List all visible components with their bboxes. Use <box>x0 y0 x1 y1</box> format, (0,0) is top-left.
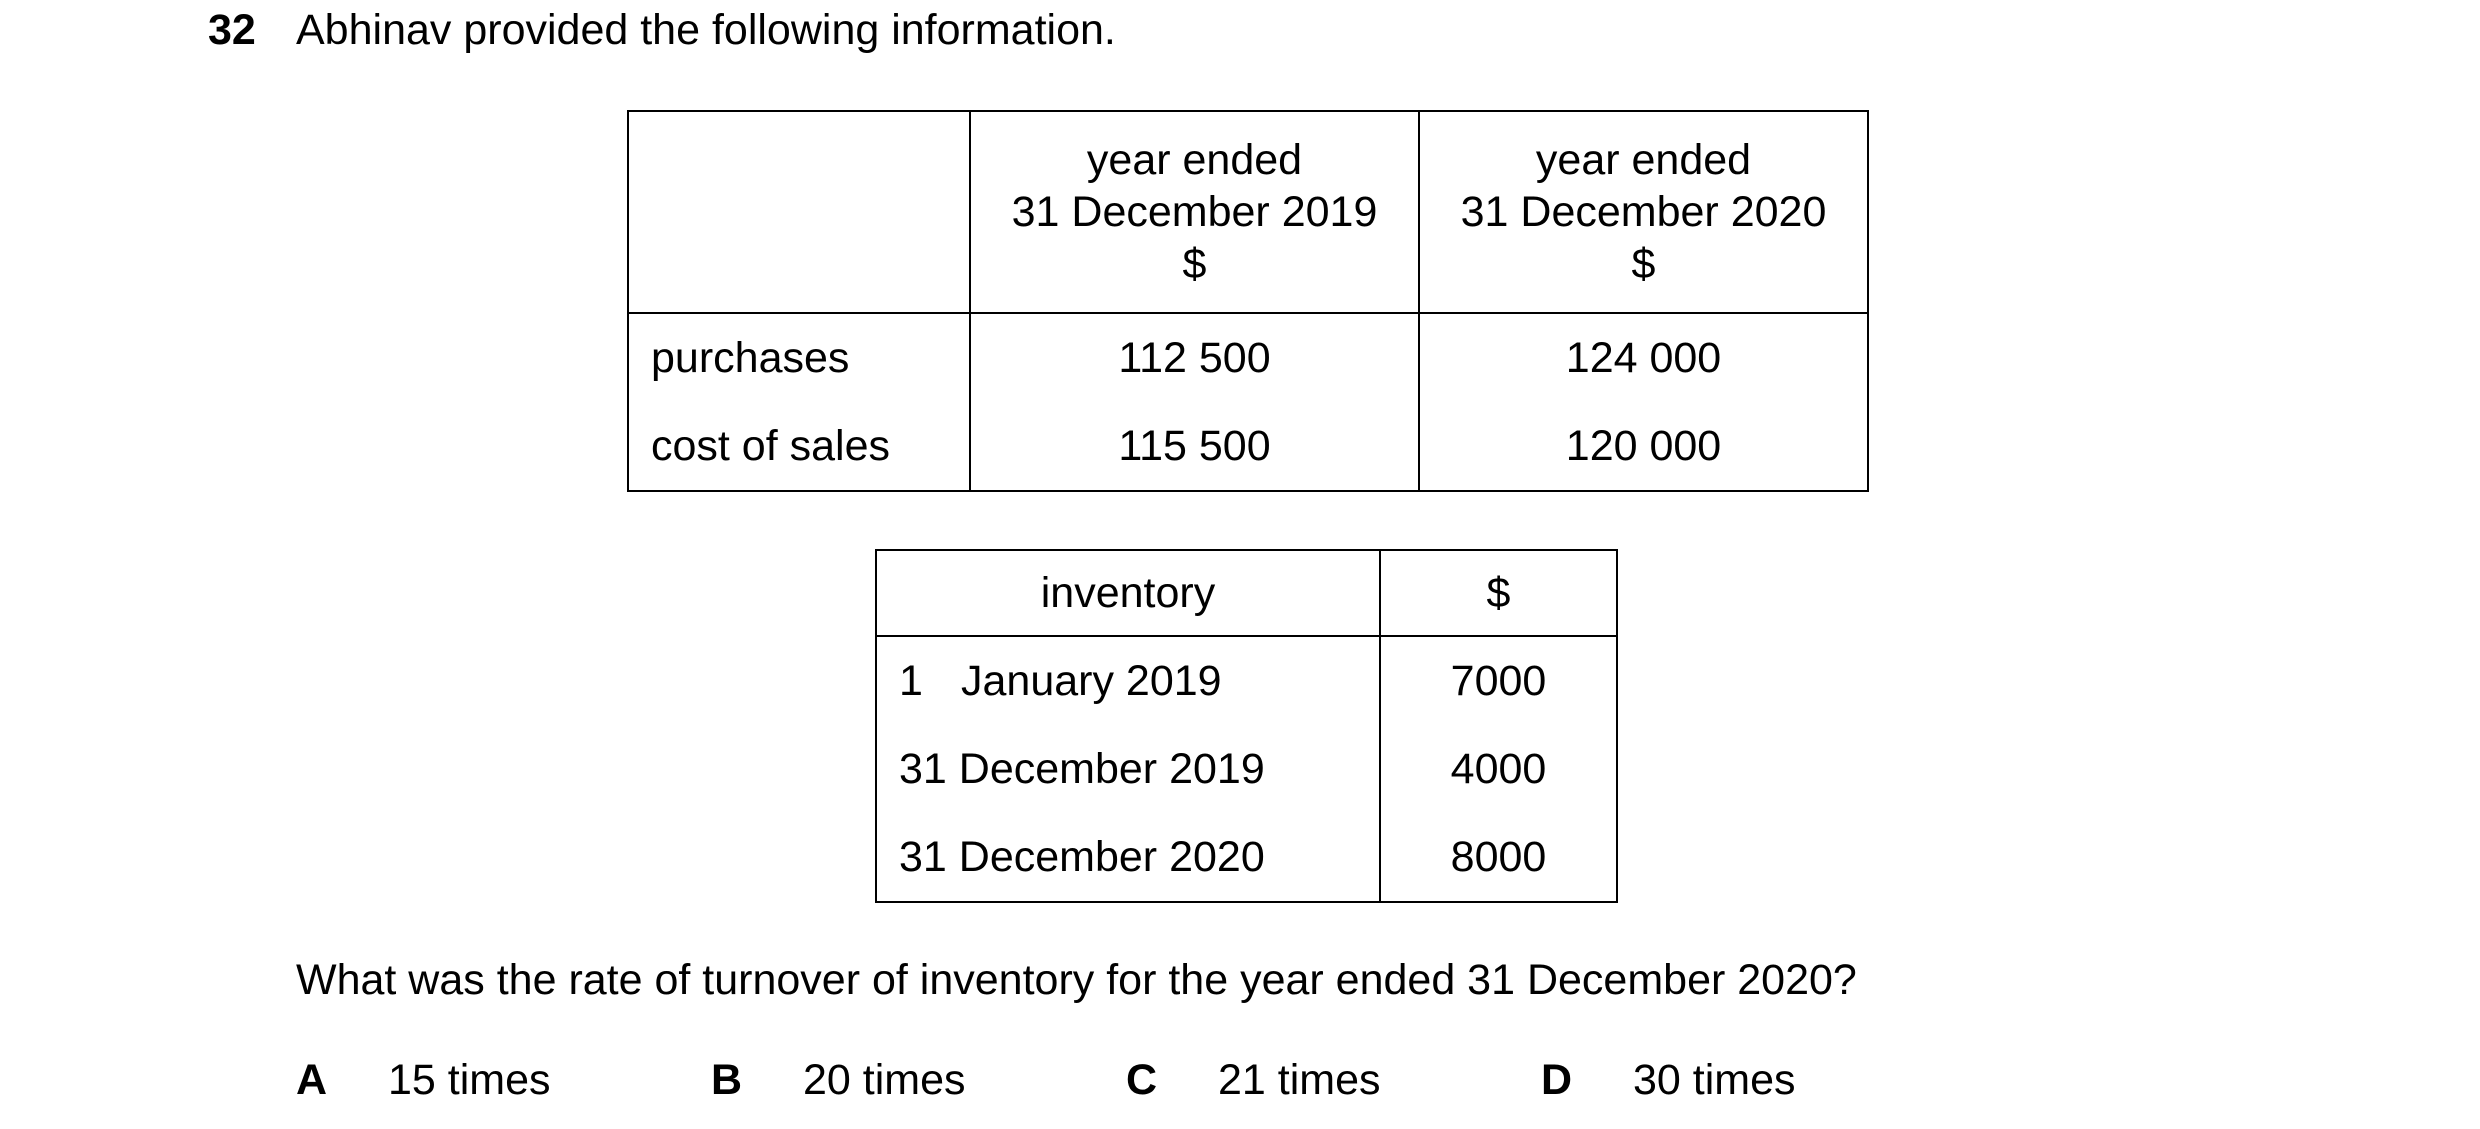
inventory-day-1: 1 <box>899 657 923 705</box>
inventory-value-3: 8000 <box>1380 813 1617 902</box>
header-2019-line3: $ <box>1182 240 1207 288</box>
option-d[interactable] <box>1541 1050 1796 1110</box>
purchases-cost-of-sales-table <box>627 110 1869 492</box>
question-intro: Abhinav provided the following information. <box>296 6 1116 54</box>
question-prompt: What was the rate of turnover of inventory for the year ended 31 December 2020? <box>296 956 1857 1004</box>
cost-of-sales-2020-value: 120 000 <box>1419 402 1868 491</box>
table-row <box>876 636 1617 725</box>
table1-header-2020 <box>1419 111 1868 313</box>
question-number: 32 <box>208 6 256 54</box>
header-2019-line2: 31 December 2019 <box>1011 188 1378 236</box>
inventory-date-2: 31 December 2019 <box>876 725 1380 813</box>
option-c[interactable] <box>1126 1050 1381 1110</box>
option-b-letter: B <box>711 1056 743 1104</box>
inventory-date-1 <box>876 636 1380 725</box>
option-c-letter: C <box>1126 1056 1158 1104</box>
option-a-text: 15 times <box>388 1056 551 1104</box>
row-label-purchases: purchases <box>628 313 970 402</box>
header-2020-line3: $ <box>1631 240 1656 288</box>
inventory-header: inventory <box>876 550 1380 636</box>
table1-header-empty <box>628 111 970 313</box>
inventory-value-2: 4000 <box>1380 725 1617 813</box>
currency-header: $ <box>1380 550 1617 636</box>
row-label-cost-of-sales: cost of sales <box>628 402 970 491</box>
table-row <box>876 813 1617 902</box>
table1-header-row <box>628 111 1868 313</box>
purchases-2019-value: 112 500 <box>970 313 1419 402</box>
option-d-letter: D <box>1541 1056 1573 1104</box>
table1-header-2019 <box>970 111 1419 313</box>
inventory-value-1: 7000 <box>1380 636 1617 725</box>
option-a[interactable] <box>296 1050 551 1110</box>
inventory-date-text-1: January 2019 <box>961 657 1222 705</box>
option-b[interactable] <box>711 1050 966 1110</box>
option-b-text: 20 times <box>803 1056 966 1104</box>
inventory-date-3: 31 December 2020 <box>876 813 1380 902</box>
table-row <box>876 725 1617 813</box>
purchases-2020-value: 124 000 <box>1419 313 1868 402</box>
cost-of-sales-2019-value: 115 500 <box>970 402 1419 491</box>
table2-header-row <box>876 550 1617 636</box>
option-d-text: 30 times <box>1633 1056 1796 1104</box>
table-row <box>628 313 1868 402</box>
table-row <box>628 402 1868 491</box>
inventory-table <box>875 549 1618 903</box>
header-2020-line2: 31 December 2020 <box>1460 188 1827 236</box>
header-2019-line1: year ended <box>1086 136 1303 184</box>
header-2020-line1: year ended <box>1535 136 1752 184</box>
option-c-text: 21 times <box>1218 1056 1381 1104</box>
option-a-letter: A <box>296 1056 328 1104</box>
